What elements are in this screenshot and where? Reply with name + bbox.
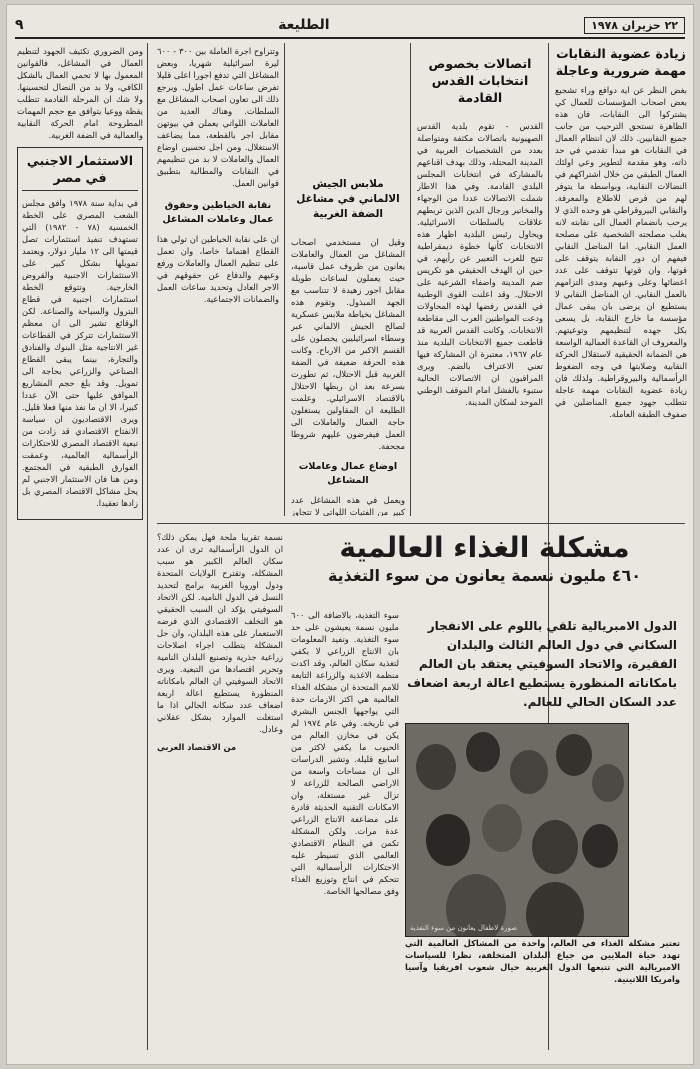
publication-name: الطليعة xyxy=(278,17,330,33)
article-jerusalem xyxy=(417,45,543,516)
food-crisis-column-b xyxy=(157,531,283,1050)
photo-figure xyxy=(532,820,578,874)
photo-figure xyxy=(466,732,500,772)
egypt-investment-body: في بداية سنة ١٩٧٨ وافق مجلس الشعب المصري على الخطة الخمسية (٧٨ - ١٩٨٢) التي تستهدف تنفيذ استثمارات تصل قيمتها الى ١٢ مليار دولار، ويعتمد تمويلها بشكل كبير على الاستثمارات الاجنبية والقروض الخارجية. وتتوقع الخطة استثمارات اجنبية في قطاع البترول والسياحة والصناعة. لكن الوقائع تشير الى ان معظم الاستثمارات تتركز في القطاعات غير الانتاجية مثل البنوك والفنادق والتجارة، بينما يبقى القطاع الصناعي والزراعي بحاجة الى تمويل. وقد بلغ حجم المشاريع الموافق عليها حتى الآن عددا كبيرا، الا ان ما نفذ منها فعلا قليل. ويرى الاقتصاديون ان سياسة الانفتاح الاقتصادي قد زادت من تبعية الاقتصاد المصري للاحتكارات الرأسمالية العالمية، وعمقت الفوارق الطبقية في المجتمع. ومن هنا فان الاستثمار الاجنبي لم يحل مشاكل الاقتصاد المصري بل زادها تعقيدا. xyxy=(22,198,138,508)
food-crisis-body-a: سوء التغذية، بالاضافة الى ٦٠٠ مليون نسمة يعيشون على حد سوء التغذية. وتفيد المعلومات بان الانتاج الزراعي لا يكفي لتغذية سكان العالم، وقد اكدت منظمة الاغذية والزراعة التابعة للامم المتحدة ان مشكلة الغذاء العالمية هي اكثر الازمات حدة التي يواجهها الجنس البشري في تاريخه. وفي عام ١٩٧٤ لم يكن في مخازن العالم من الحبوب ما يكفي لاكثر من اسابيع قليلة. وتشير الدراسات الى ان مساحات واسعة من الاراضي الصالحة للزراعة لا تزال غير مستغلة، وان الامكانات التقنية الحديثة قادرة على مضاعفة الانتاج الزراعي عدة مرات. ولكن المشكلة تكمن في النظام الاقتصادي العالمي الذي تسيطر عليه الاحتكارات الرأسمالية التي تتحكم في انتاج وتوزيع الغذاء وفق مصالحها الخاصة. xyxy=(291,610,399,896)
issue-date: ٢٢ حزيران ١٩٧٨ xyxy=(584,17,685,34)
article-wages-subheadline: نقابة الخياطين وحقوق عمال وعاملات المشاغل xyxy=(162,200,274,225)
article-workshops-body-2: ويعمل في هذه المشاغل عدد كبير من الفتيات اللواتي لا تتجاوز xyxy=(291,495,405,516)
food-crisis-title-block xyxy=(292,531,677,585)
column-rule xyxy=(147,43,148,1050)
column-continuation-body: ومن الضروري تكثيف الجهود لتنظيم العمال في المشاغل، فالقوانين المعمول بها لا تحمي العمال بالشكل الكافي، ولا بد من النضال لتحسينها. ولا شك ان المرحلة القادمة تتطلب يقظة ووعيا يتوافق مع حجم المهمات المطروحة امام الحركة النقابية والعمالية في الضفة الغربية. xyxy=(17,46,143,140)
column-rule xyxy=(410,43,411,516)
article-jerusalem-body: القدس - تقوم بلدية القدس الصهيونية باتصالات مكثفة ومتواصلة بعدد من الشخصيات العربية في المدينة المحتلة، وذلك بهدف اقناعهم بالمشاركة في انتخابات المجلس البلدي القادمة. وفي هذا الاطار شملت الاتصالات عددا من الوجهاء والمخاتير ورجال الدين الذين تربطهم علاقات بالسلطات الاسرائيلية. ويحاول رئيس البلدية اظهار هذه الانتخابات كأنها خطوة ديمقراطية تتيح للعرب التعبير عن رأيهم، في حين ان الهدف الحقيقي هو تكريس ضم المدينة واضفاء الشرعية على الاحتلال. وقد اعلنت القوى الوطنية في القدس رفضها لهذه المحاولات ودعت المواطنين العرب الى مقاطعة الانتخابات. وكانت القدس العربية قد قاطعت جميع الانتخابات البلدية منذ عام ١٩٦٧، معتبرة ان المشاركة فيها تعني الاعتراف بالضم. ويرى المراقبون ان الاتصالات الحالية ستبوء بالفشل امام الموقف الوطني الموحد لسكان المدينة. xyxy=(417,121,543,407)
photo-figure xyxy=(510,750,548,794)
food-crisis-lead: الدول الامبريالية تلقي باللوم على الانفجار السكاني في دول العالم الثالث والبلدان الفقيرة، والاتحاد السوفيتي يعتقد بان العالم بامكاناته المنظورة يستطيع اعالة اربعة اضعاف عدد السكان الحالي للعالم. xyxy=(407,619,677,709)
photo-figure xyxy=(482,804,522,852)
article-wages xyxy=(157,45,279,516)
photo-caption: تعتبر مشكلة الغذاء في العالم، واحدة من المشاكل العالمية التي تهدد حياة الملايين من جياع البلدان المتخلفة، نظرا للسياسات الامبريالية التي تتبعها الدول الغربية حيال شعوب افريقيا وآسيا وامريكا اللاتينية. xyxy=(405,938,680,984)
photo-figure xyxy=(556,734,592,776)
page-header xyxy=(15,13,685,39)
article-workshops-headline: ملابس الجيش الالماني في مشاغل الضفة الغربية xyxy=(296,178,400,220)
photo-figure xyxy=(416,744,456,790)
food-crisis-title: مشكلة الغذاء العالمية xyxy=(339,531,630,564)
photo-alt-text: صورة لاطفال يعانون من سوء التغذية xyxy=(410,924,518,932)
article-wages-body-2: ان على نقابة الخياطين ان تولي هذا القطاع اهتماما خاصا، وان تعمل على تنظيم العمال والعاملات ورفع وعيهم والدفاع عن حقوقهم في الاجر العادل وتحديد ساعات العمل والضمانات الاجتماعية. xyxy=(157,234,279,304)
page-number: ٩ xyxy=(15,17,24,33)
food-crisis-body-b: نسمة تقريبا ملحة فهل يمكن ذلك؟ ان الدول الرأسمالية ترى ان عدد سكان العالم الكبير هو سبب المشكلة، وتقترح الولايات المتحدة ودول اوروبا الغربية برامج لتحديد النسل في الدول النامية. لكن الاتحاد السوفيتي يؤكد ان السبب الحقيقي هو التخلف الاقتصادي الذي فرضه الاستعمار على هذه البلدان، وان حل المشكلة يتطلب اجراء اصلاحات زراعية جذرية وتصنيع البلدان النامية وتحرير اقتصادها من التبعية. ويرى الاتحاد السوفيتي ان العالم بامكاناته المنظورة يستطيع اعالة اربعة اضعاف عدد سكانه الحالي اذا ما استغلت الموارد بشكل عقلاني وعادل. xyxy=(157,532,283,734)
article-investment-column xyxy=(17,45,143,1050)
egypt-investment-box xyxy=(17,147,143,520)
article-workshops-subheadline: اوضاع عمال وعاملات المشاغل xyxy=(298,461,398,486)
article-jerusalem-headline: اتصالات بخصوص انتخابات القدس القادمة xyxy=(428,56,532,105)
egypt-investment-headline: الاستثمار الاجنبي في مصر xyxy=(22,152,138,191)
photo-figure xyxy=(582,824,618,868)
article-workshops xyxy=(291,45,405,516)
photo-figure xyxy=(426,814,470,866)
article-unions-headline: زيادة عضوية النقابات مهمة ضرورية وعاجلة xyxy=(555,46,687,78)
photo-figure xyxy=(592,764,624,802)
column-rule xyxy=(284,43,285,516)
food-crisis-column-a xyxy=(291,609,399,1050)
article-workshops-body: وقيل ان مستخدمي اصحاب المشاغل من العمال والعاملات يعانون من ظروف عمل قاسية، حيث يعملون لساعات طويلة مقابل اجور زهيدة لا تتناسب مع الجهد المبذول. وتقوم هذه المشاغل بخياطة ملابس عسكرية لصالح الجيش الالماني عبر وسطاء اسرائيليين يحصلون على القسم الاكبر من الارباح. وكانت هذه الحرفة ضعيفة في الضفة الغربية قبل الاحتلال، ثم تطورت بسرعة بعد ان ربطها الاحتلال بالاقتصاد الاسرائيلي. وعلمت الطليعة ان المقاولين يستغلون حاجة العمال والعاملات الى العمل فيفرضون عليهم شروطا مجحفة. xyxy=(291,237,405,451)
food-crisis-subtitle: ٤٦٠ مليون نسمة يعانون من سوء التغذية xyxy=(327,566,642,585)
newspaper-page xyxy=(6,4,694,1065)
food-crisis-source: من الاقتصاد العربي xyxy=(157,742,237,752)
article-unions-body: بغض النظر عن اية دوافع وراء تشجيع بعض اصحاب المؤسسات للعمال كي يشتركوا الى النقابات، فان هذه الظاهرة تستحق الترحيب من جانب جميع النقابيين. ذلك لان انتظام العمال في النقابات هو مبدأ تقدمي في حد ذاته، وهو مقدمة لتطوير وعي اولئك العمال الطبقي من خلال اشتراكهم في النضالات النقابية، وبواسطة ما يتوفر لهم من فرص للاطلاع والمعرفة. والنقابي البيروقراطي هو وحده الذي لا يرحب بانضمام العمال الى نقابته لانه يغلب مصلحته الشخصية على مصلحة العمل النقابي. اما المناضل النقابي فيفهم ان دور النقابة يتوقف على قوتها، وان قوتها تتوقف على عدد اعضائها وعلى وعيهم ومدى التزامهم بالعمل النقابي. ان المناضل النقابي لا يستطيع ان يرضى بان يبقى عمال مؤسسة ما خارج النقابة، بل يسعى بكل جهده لتنظيمهم وتوعيتهم. والمعروف ان القاعدة العمالية الواسعة هي الضمانة الحقيقية لاستقلال الحركة النقابية وصلابتها في وجه الضغوط الرأسمالية والبيروقراطية. ولذلك فان زيادة عضوية النقابات مهمة عاجلة تتطلب جهود جميع المناضلين في صفوف الطبقة العاملة. xyxy=(555,85,687,419)
photo-figure xyxy=(526,882,584,937)
article-wages-body: وتتراوح اجرة العاملة بين ٣٠٠ - ٦٠٠ ليرة اسرائيلية شهريا، وبعض المشاغل التي تدفع اجورا اعلى قليلا تفرض ساعات عمل اطول. ويرجع ذلك الى تعاون اصحاب المشاغل مع السلطات. وهناك العديد من العاملات اللواتي يعملن في بيوتهن مقابل اجر بالقطعة، مما يضاعف الاستغلال. ومن اجل تحسين اوضاع العمال والعاملات لا بد من تنظيمهم في النقابات والمطالبة بتطبيق قوانين العمل. xyxy=(157,46,279,188)
children-photo xyxy=(405,723,629,937)
article-unions xyxy=(555,45,687,524)
